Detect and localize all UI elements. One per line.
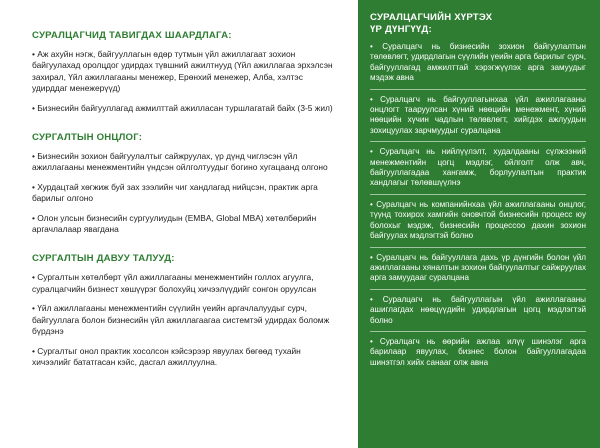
list-item: • Аж ахуйн нэгж, байгууллагын өдөр тутмын үйл ажиллагаат зохион байгуулахад оролцдог удирдах түвшний ажилтнууд (Үйл ажиллагаа эрхэлсэн захирал, Үйл ажиллагааны менежер, Ерөнхий менежер, Алба, хэлтэс удирддаг менежерүүд) xyxy=(32,49,333,94)
section-title-advantages: СУРГАЛТЫН ДАВУУ ТАЛУУД: xyxy=(32,253,175,265)
outcomes-title-line2: ҮР ДҮНГҮҮД: xyxy=(370,23,432,35)
list-item: • Бизнесийн зохион байгуулалтыг сайжруулах, үр дүнд чиглэсэн үйл ажиллагааны менежментийн үндсэн ойлголтуудыг богино хугацаанд олгоно xyxy=(32,151,328,173)
outcome-item: • Суралцагч нь нийлүүлэлт, худалдааны сүлжээний менежментийн цогц мэдлэг, ойлголт олж авч, байгууллагадаа хангамж, борлуулалтын практик хандлагыг төлөвшүүлнэ xyxy=(370,147,586,195)
outcome-item: • Суралцагч нь байгууллагынхаа үйл ажиллагааны онцлогт тааруулсан хүний нөөцийн менежмент, хүний нөөцийн хүчин чадлын төлөвлөгт, хийгдэх ажлуудын зохицуулах зарчмуудыг суралцана xyxy=(370,95,586,143)
list-item: • Сургалтын хөтөлбөрт үйл ажиллагааны менежментийн голлох агуулга, суралцагчийн бизнест хөшүүрэг болохуйц хичээлүүдийг сонгон оруулсан xyxy=(32,272,317,294)
list-item: • Сургалтыг онол практик хосолсон кэйсэрээр явуулах бөгөөд тухайн хичээлийг бататгасан кэйс, дасгал ажиллуулна. xyxy=(32,345,301,367)
outcome-item: • Суралцагч нь бизнесийн зохион байгуулалтын төлөвлөгт, удирдлагын сүүлийн үеийн арга барилыг сурч, байгууллагад амжилттай хэрэгжүүлэх арга замуудыг мэдэж авна xyxy=(370,42,586,90)
outcome-item: • Суралцагч нь байгууллага дахь үр дүнгийн болон үйл ажиллагааны хяналтын зохион байгуулалтыг сайжруулах арга замуудааг суралцана xyxy=(370,253,586,290)
list-item: • Үйл ажиллагааны менежментийн сүүлийн үеийн аргачлалуудыг сурч, байгууллага болон бизнесийн үйл ажиллагаагаа системтэй удирдах боломж бүрдэнэ xyxy=(32,303,330,337)
outcome-item: • Суралцагч нь өөрийн ажлаа илүү шинэлэг арга барилаар явуулах, бизнес болон байгууллагадаа шинэтгэл хийх санааг олж авна xyxy=(370,336,586,367)
list-item: • Хурдацтай хөгжиж буй зах зээлийн чиг хандлагад нийцсэн, практик арга барилыг олгоно xyxy=(32,181,318,204)
outcomes-panel xyxy=(358,0,600,448)
outcome-item: • Суралцагч нь байгууллагын үйл ажиллагааны ашиглагдах нөөцүүдийн удирдлагын цогц мэдлэгтэй болно xyxy=(370,295,586,332)
section-title-outcomes xyxy=(370,12,586,35)
outcome-item: • Суралцагч нь компанийнхаа үйл ажиллагааны онцлог, түүнд тохирох хамгийн оновчтой бизнесийн процесс юу болохыг мэдэж, бизнесийн процессоо дахин зохион байгуулах мэдлэгтэй болно xyxy=(370,200,586,248)
section-title-requirements: СУРАЛЦАГЧИД ТАВИГДАХ ШААРДЛАГА: xyxy=(32,30,232,41)
section-title-features: СУРГАЛТЫН ОНЦЛОГ: xyxy=(32,132,143,144)
outcomes-title-line1: СУРАЛЦАГЧИЙН ХҮРТЭХ xyxy=(370,12,493,23)
list-item: • Олон улсын бизнесийн сургуулиудын (EMBA, Global MBA) хөтөлбөрийн аргачлалаар явагдана xyxy=(32,212,317,235)
list-item: • Бизнесийн байгууллагад ажмилттай ажилласан туршлагатай байх (3-5 жил) xyxy=(32,102,333,113)
